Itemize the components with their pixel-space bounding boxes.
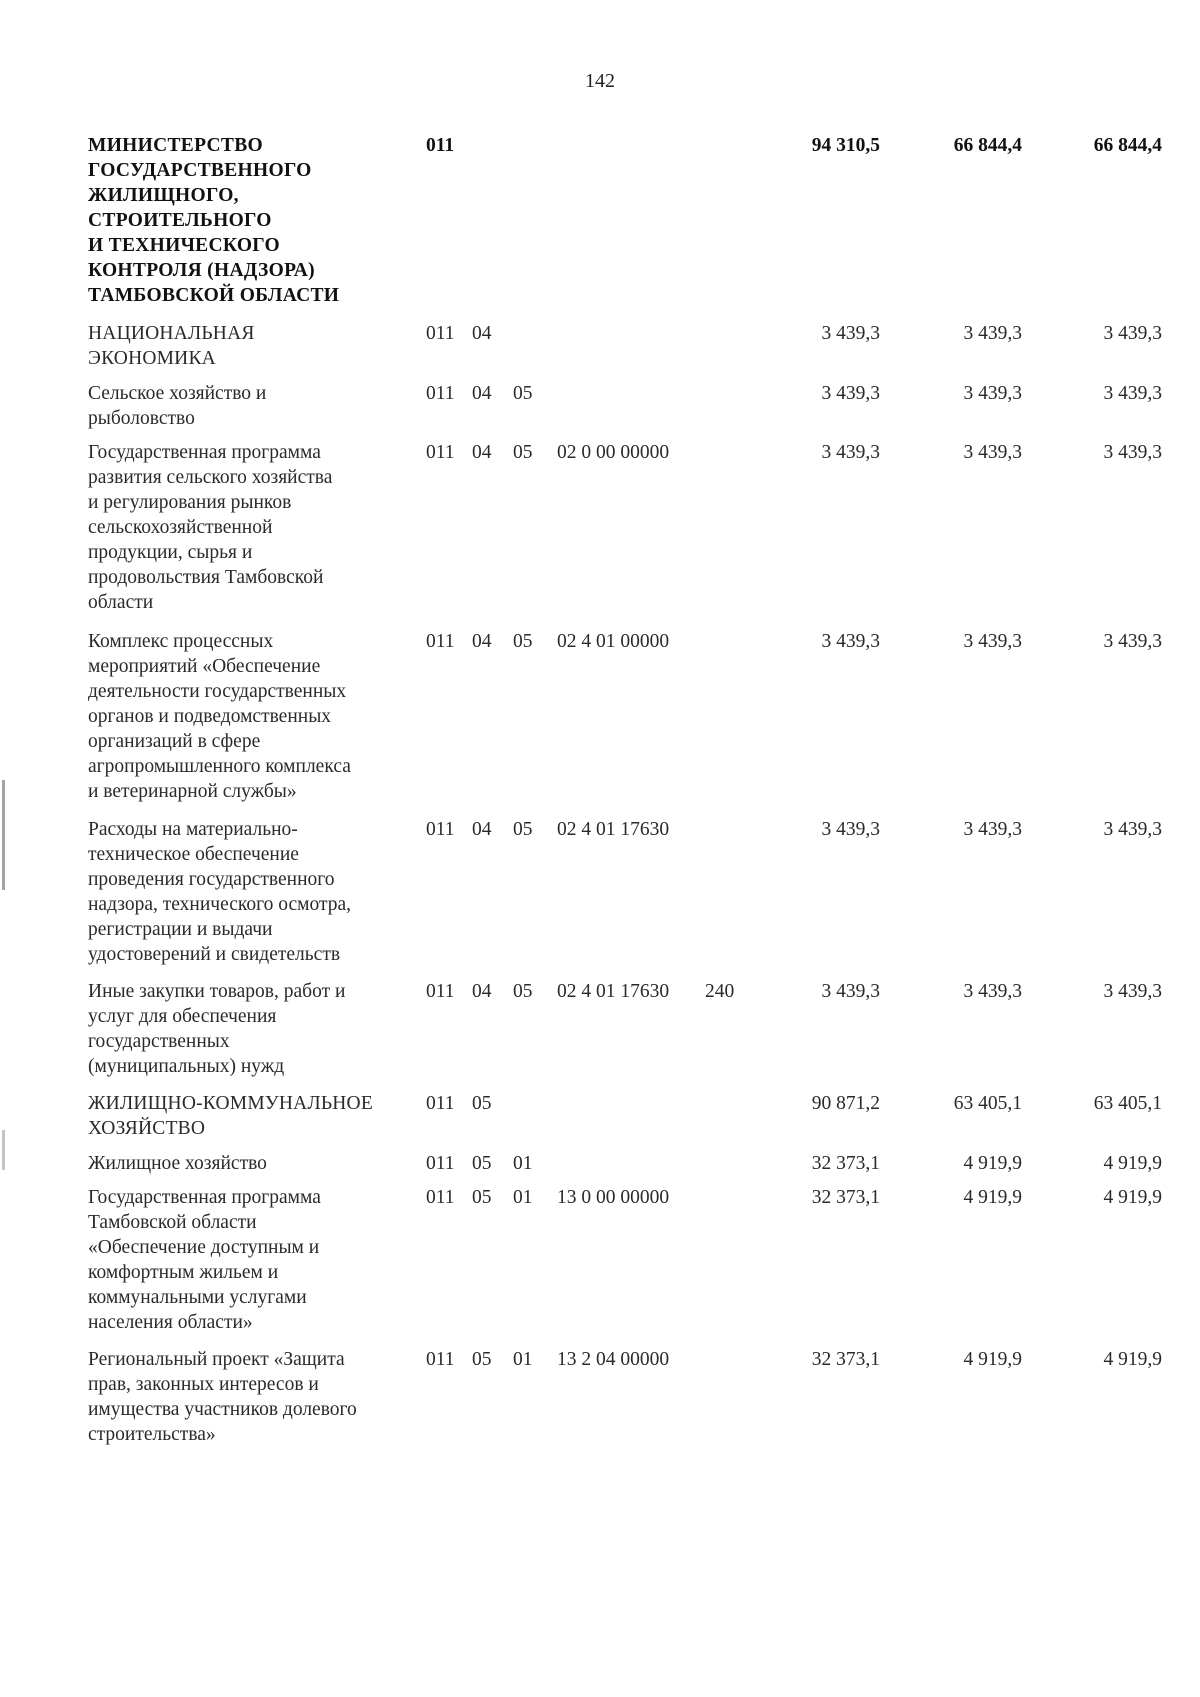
code-adm: 011 — [426, 323, 455, 344]
amount-2: 3 439,3 — [963, 442, 1022, 463]
amount-1: 32 373,1 — [811, 1153, 880, 1174]
code-adm: 011 — [426, 1187, 455, 1208]
code-cs: 02 0 00 00000 — [557, 442, 670, 463]
code-cs: 02 4 01 17630 — [557, 981, 670, 1002]
amount-3: 3 439,3 — [1103, 631, 1162, 652]
amount-2: 63 405,1 — [953, 1093, 1022, 1114]
amount-1: 3 439,3 — [821, 442, 880, 463]
scan-edge-mark — [2, 780, 5, 890]
code-pr: 01 — [513, 1187, 533, 1208]
code-rz: 04 — [472, 323, 492, 344]
code-rz: 04 — [472, 819, 492, 840]
scan-edge-mark — [2, 1130, 5, 1170]
amount-3: 4 919,9 — [1103, 1349, 1162, 1370]
amount-3: 3 439,3 — [1103, 383, 1162, 404]
amount-2: 4 919,9 — [963, 1153, 1022, 1174]
code-pr: 01 — [513, 1153, 533, 1174]
amount-3: 3 439,3 — [1103, 323, 1162, 344]
row-name: Иные закупки товаров, работ и услуг для обеспечения государственных (муниципальных) нужд — [88, 981, 346, 1077]
code-rz: 05 — [472, 1187, 492, 1208]
row-name: НАЦИОНАЛЬНАЯ ЭКОНОМИКА — [88, 323, 255, 369]
amount-1: 32 373,1 — [811, 1187, 880, 1208]
code-rz: 05 — [472, 1349, 492, 1370]
row-name: Государственная программа развития сельского хозяйства и регулирования рынков сельскохозяйственной продукции, сырья и продовольствия Тамбовской области — [88, 442, 333, 613]
amount-2: 4 919,9 — [963, 1187, 1022, 1208]
code-adm: 011 — [426, 442, 455, 463]
code-adm: 011 — [426, 1093, 455, 1114]
amount-2: 66 844,4 — [953, 135, 1022, 156]
code-cs: 02 4 01 00000 — [557, 631, 670, 652]
amount-1: 32 373,1 — [811, 1349, 880, 1370]
code-pr: 05 — [513, 383, 533, 404]
code-rz: 05 — [472, 1093, 492, 1114]
code-adm: 011 — [426, 135, 455, 156]
code-rz: 04 — [472, 981, 492, 1002]
code-adm: 011 — [426, 1349, 455, 1370]
code-pr: 01 — [513, 1349, 533, 1370]
code-vr: 240 — [705, 981, 735, 1002]
code-adm: 011 — [426, 981, 455, 1002]
amount-3: 3 439,3 — [1103, 442, 1162, 463]
amount-2: 3 439,3 — [963, 383, 1022, 404]
amount-2: 4 919,9 — [963, 1349, 1022, 1370]
code-rz: 04 — [472, 383, 492, 404]
code-adm: 011 — [426, 1153, 455, 1174]
amount-1: 3 439,3 — [821, 383, 880, 404]
amount-2: 3 439,3 — [963, 631, 1022, 652]
row-name: Сельское хозяйство и рыболовство — [88, 383, 267, 429]
code-pr: 05 — [513, 442, 533, 463]
row-name: МИНИСТЕРСТВО ГОСУДАРСТВЕННОГО ЖИЛИЩНОГО, СТРОИТЕЛЬНОГО И ТЕХНИЧЕСКОГО КОНТРОЛЯ (НАДЗОРА) ТАМБОВСКОЙ ОБЛАСТИ — [88, 135, 340, 306]
row-name: ЖИЛИЩНО-КОММУНАЛЬНОЕ ХОЗЯЙСТВО — [88, 1093, 373, 1139]
code-cs: 13 2 04 00000 — [557, 1349, 670, 1370]
amount-3: 66 844,4 — [1093, 135, 1162, 156]
row-name: Региональный проект «Защита прав, законных интересов и имущества участников долевого строительства» — [88, 1349, 357, 1445]
row-name: Жилищное хозяйство — [88, 1153, 267, 1174]
page-number: 142 — [585, 70, 615, 92]
amount-1: 3 439,3 — [821, 323, 880, 344]
amount-1: 3 439,3 — [821, 631, 880, 652]
amount-3: 4 919,9 — [1103, 1187, 1162, 1208]
amount-1: 90 871,2 — [811, 1093, 880, 1114]
row-name: Государственная программа Тамбовской области «Обеспечение доступным и комфортным жильем и коммунальными услугами населения области» — [88, 1187, 321, 1333]
code-cs: 02 4 01 17630 — [557, 819, 670, 840]
amount-3: 3 439,3 — [1103, 819, 1162, 840]
amount-1: 94 310,5 — [811, 135, 880, 156]
row-name: Расходы на материально- техническое обеспечение проведения государственного надзора, технического осмотра, регистрации и выдачи удостоверений и свидетельств — [88, 819, 352, 965]
row-name: Комплекс процессных мероприятий «Обеспечение деятельности государственных органов и подведомственных организаций в сфере агропромышленного комплекса и ветеринарной службы» — [88, 631, 351, 802]
amount-3: 3 439,3 — [1103, 981, 1162, 1002]
code-adm: 011 — [426, 819, 455, 840]
amount-3: 4 919,9 — [1103, 1153, 1162, 1174]
code-adm: 011 — [426, 383, 455, 404]
amount-2: 3 439,3 — [963, 323, 1022, 344]
code-pr: 05 — [513, 819, 533, 840]
code-rz: 04 — [472, 631, 492, 652]
code-rz: 05 — [472, 1153, 492, 1174]
amount-2: 3 439,3 — [963, 981, 1022, 1002]
amount-1: 3 439,3 — [821, 981, 880, 1002]
amount-3: 63 405,1 — [1093, 1093, 1162, 1114]
amount-1: 3 439,3 — [821, 819, 880, 840]
code-cs: 13 0 00 00000 — [557, 1187, 670, 1208]
code-rz: 04 — [472, 442, 492, 463]
amount-2: 3 439,3 — [963, 819, 1022, 840]
code-pr: 05 — [513, 631, 533, 652]
code-pr: 05 — [513, 981, 533, 1002]
code-adm: 011 — [426, 631, 455, 652]
